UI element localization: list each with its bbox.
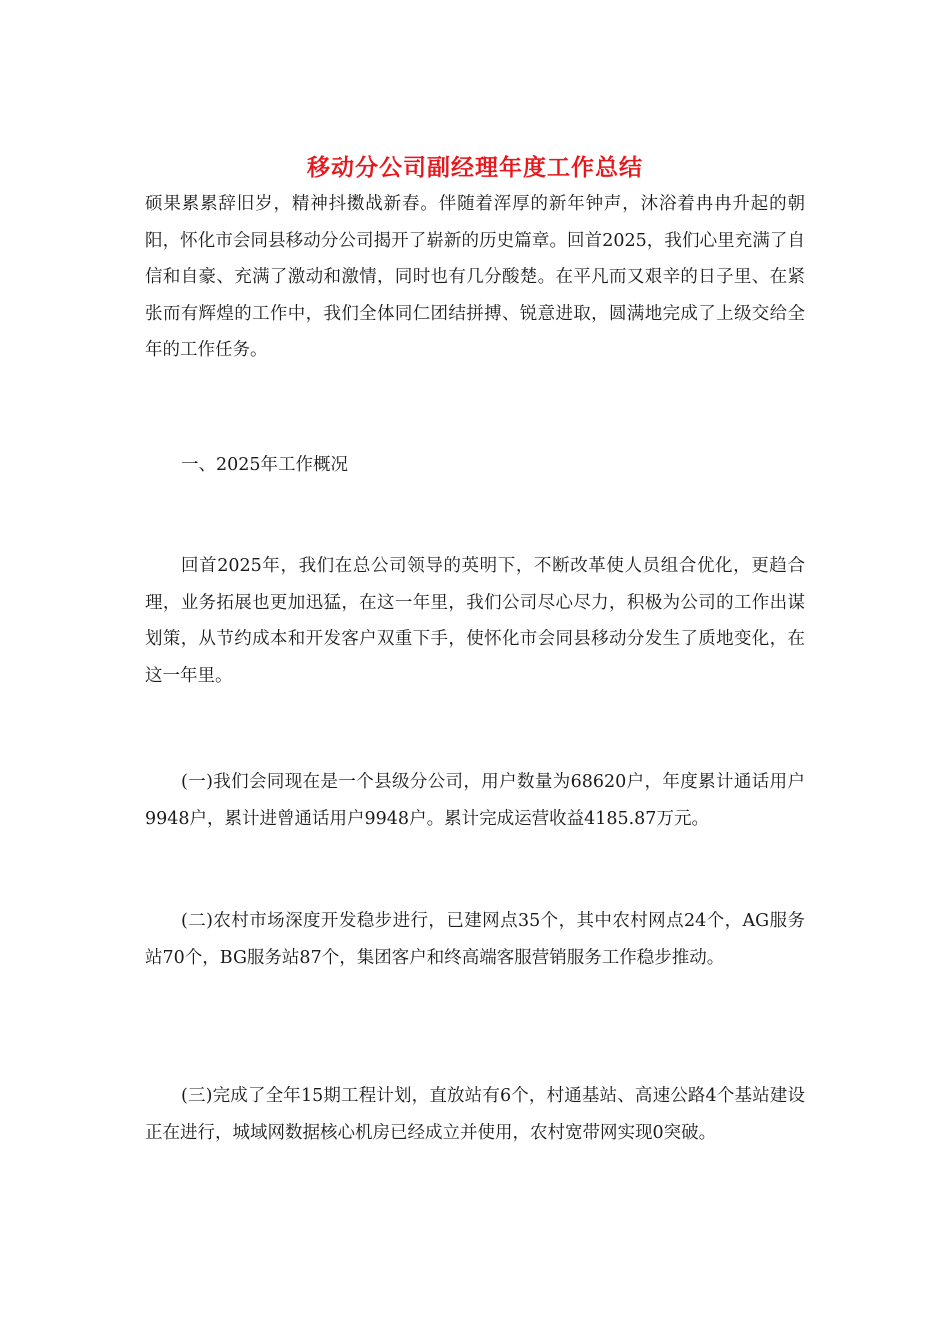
item-three-paragraph: (三)完成了全年15期工程计划，直放站有6个，村通基站、高速公路4个基站建设正在进行，城域网数据核心机房已经成立并使用，农村宽带网实现0突破。: [145, 1086, 805, 1143]
intro-paragraph: 硕果累累辞旧岁，精神抖擞战新春。伴随着浑厚的新年钟声，沐浴着冉冉升起的朝阳，怀化市会同县移动分公司揭开了崭新的历史篇章。回首2025，我们心里充满了自信和自豪、充满了激动和激情，同时也有几分酸楚。在平凡而又艰辛的日子里、在紧张而有辉煌的工作中，我们全体同仁团结拼搏、锐意进取，圆满地完成了上级交给全年的工作任务。: [145, 194, 805, 360]
item-two-paragraph: (二)农村市场深度开发稳步进行，已建网点35个，其中农村网点24个，AG服务站70个，BG服务站87个，集团客户和终高端客服营销服务工作稳步推动。: [145, 911, 805, 968]
item-one-paragraph: (一)我们会同现在是一个县级分公司，用户数量为68620户，年度累计通话用户9948户，累计进曾通话用户9948户。累计完成运营收益4185.87万元。: [145, 772, 805, 829]
overview-paragraph: 回首2025年，我们在总公司领导的英明下，不断改革使人员组合优化，更趋合理，业务拓展也更加迅猛，在这一年里，我们公司尽心尽力，积极为公司的工作出谋划策，从节约成本和开发客户双重下手，使怀化市会同县移动分发生了质地变化，在这一年里。: [145, 556, 805, 686]
section-one-heading: 一、2025年工作概况: [181, 455, 349, 475]
document-title: 移动分公司副经理年度工作总结: [307, 154, 643, 181]
